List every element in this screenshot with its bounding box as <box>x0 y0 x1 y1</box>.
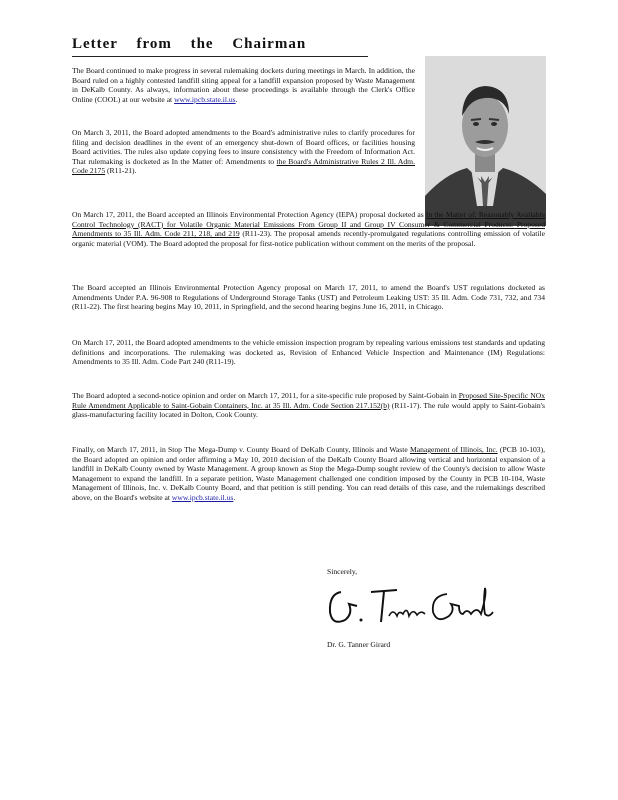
page-title: Letter from the Chairman <box>72 36 307 52</box>
paragraph-intro: The Board continued to make progress in several rulemaking dockets during meetings in March. In addition, the Board ruled on a highly contested landfill siting appeal for a landfill expansion proposed by Waste Management in DeKalb County. As always, information about these proceedings is available through the Clerk's Office Online (COOL) at our website at www.ipcb.state.il.us. <box>72 66 415 104</box>
paragraph-ust: The Board accepted an Illinois Environmental Protection Agency proposal on March 17, 2011, to amend the Board's UST regulations docketed as Amendments Under P.A. 96-908 to Regulations of Underground Storage Tanks (UST) and Petroleum Leaking UST: 35 Ill. Adm. Code 731, 732, and 734 (R11-22). The first hearing begins May 10, 2011, in Springfield, and the second hearing begins June 16, 2011, in Chicago. <box>72 283 545 312</box>
website-link[interactable]: www.ipcb.state.il.us <box>171 492 234 502</box>
paragraph-vehicle-emissions: On March 17, 2011, the Board adopted amendments to the vehicle emission inspection program by repealing various emissions test standards and updating definitions and incorporations. The rulemaking was docketed as, Revision of Enhanced Vehicle Inspection and Maintenance (IM) Regulations: Amendments to 35 Ill. Adm. Code Part 240 (R11-19). <box>72 338 545 367</box>
closing-salutation: Sincerely, <box>327 567 358 576</box>
paragraph-mega-dump: Finally, on March 17, 2011, in Stop The Mega-Dump v. County Board of DeKalb County, Illinois and Waste Management of Illinois, Inc. (PCB 10-103), the Board adopted an opinion and order affirming a May 10, 2010 decision of the DeKalb County Board allowing vertical and horizontal expansion of a landfill in DeKalb County owned by Waste Management. A group known as Stop the Mega-Dump sought review of the County's decision to allow Waste Management to expand the landfill. In a separate petition, Waste Management challenged one condition imposed by the County in PCB 10-104, Waste Management of Illinois, Inc. v. DeKalb County Board, and that petition is still pending. You can read details of this case, and the rulemakings described above, on the Board's website at www.ipcb.state.il.us. <box>72 445 546 502</box>
handwritten-signature <box>327 584 497 635</box>
signer-name: Dr. G. Tanner Girard <box>327 640 391 649</box>
paragraph-admin-rules: On March 3, 2011, the Board adopted amendments to the Board's administrative rules to clarify procedures for filing and decision deadlines in the event of an emergency shut-down of Board offices, or facilities housing Board activities. The rules also update copying fees to insure consistency with the Freedom of Information Act. That rulemaking is docketed as In the Matter of: Amendments to the Board's Administrative Rules 2 Ill. Adm. Code 2175 (R11-21). <box>72 128 415 176</box>
title-underline <box>72 56 368 57</box>
paragraph-saint-gobain: The Board adopted a second-notice opinion and order on March 17, 2011, for a site-specific rule proposed by Saint-Gobain in Proposed Site-Specific NOx Rule Amendment Applicable to Saint-Gobain Containers, Inc. at 35 Ill. Adm. Code Section 217.152(b) (R11-17). The rule would apply to Saint-Gobain's glass-manufacturing facility located in Dolton, Cook County. <box>72 391 545 420</box>
paragraph-ract: On March 17, 2011, the Board accepted an Illinois Environmental Protection Agency (IEPA) proposal docketed as In the Matter of: Reasonably Available Control Technology (RACT) for Volatile Organic Material Emissions From Group II and Group IV Consumer & Commercial Products: Proposed Amendments to 35 Ill. Adm. Code 211, 218, and 219 (R11-23). The proposal amends recently-promulgated regulations controlling emission of volatile organic material (VOM). The Board adopted the proposal for first-notice publication without comment on the merits of the proposal. <box>72 210 546 248</box>
portrait-photo <box>425 56 546 226</box>
website-link[interactable]: www.ipcb.state.il.us <box>174 94 236 104</box>
